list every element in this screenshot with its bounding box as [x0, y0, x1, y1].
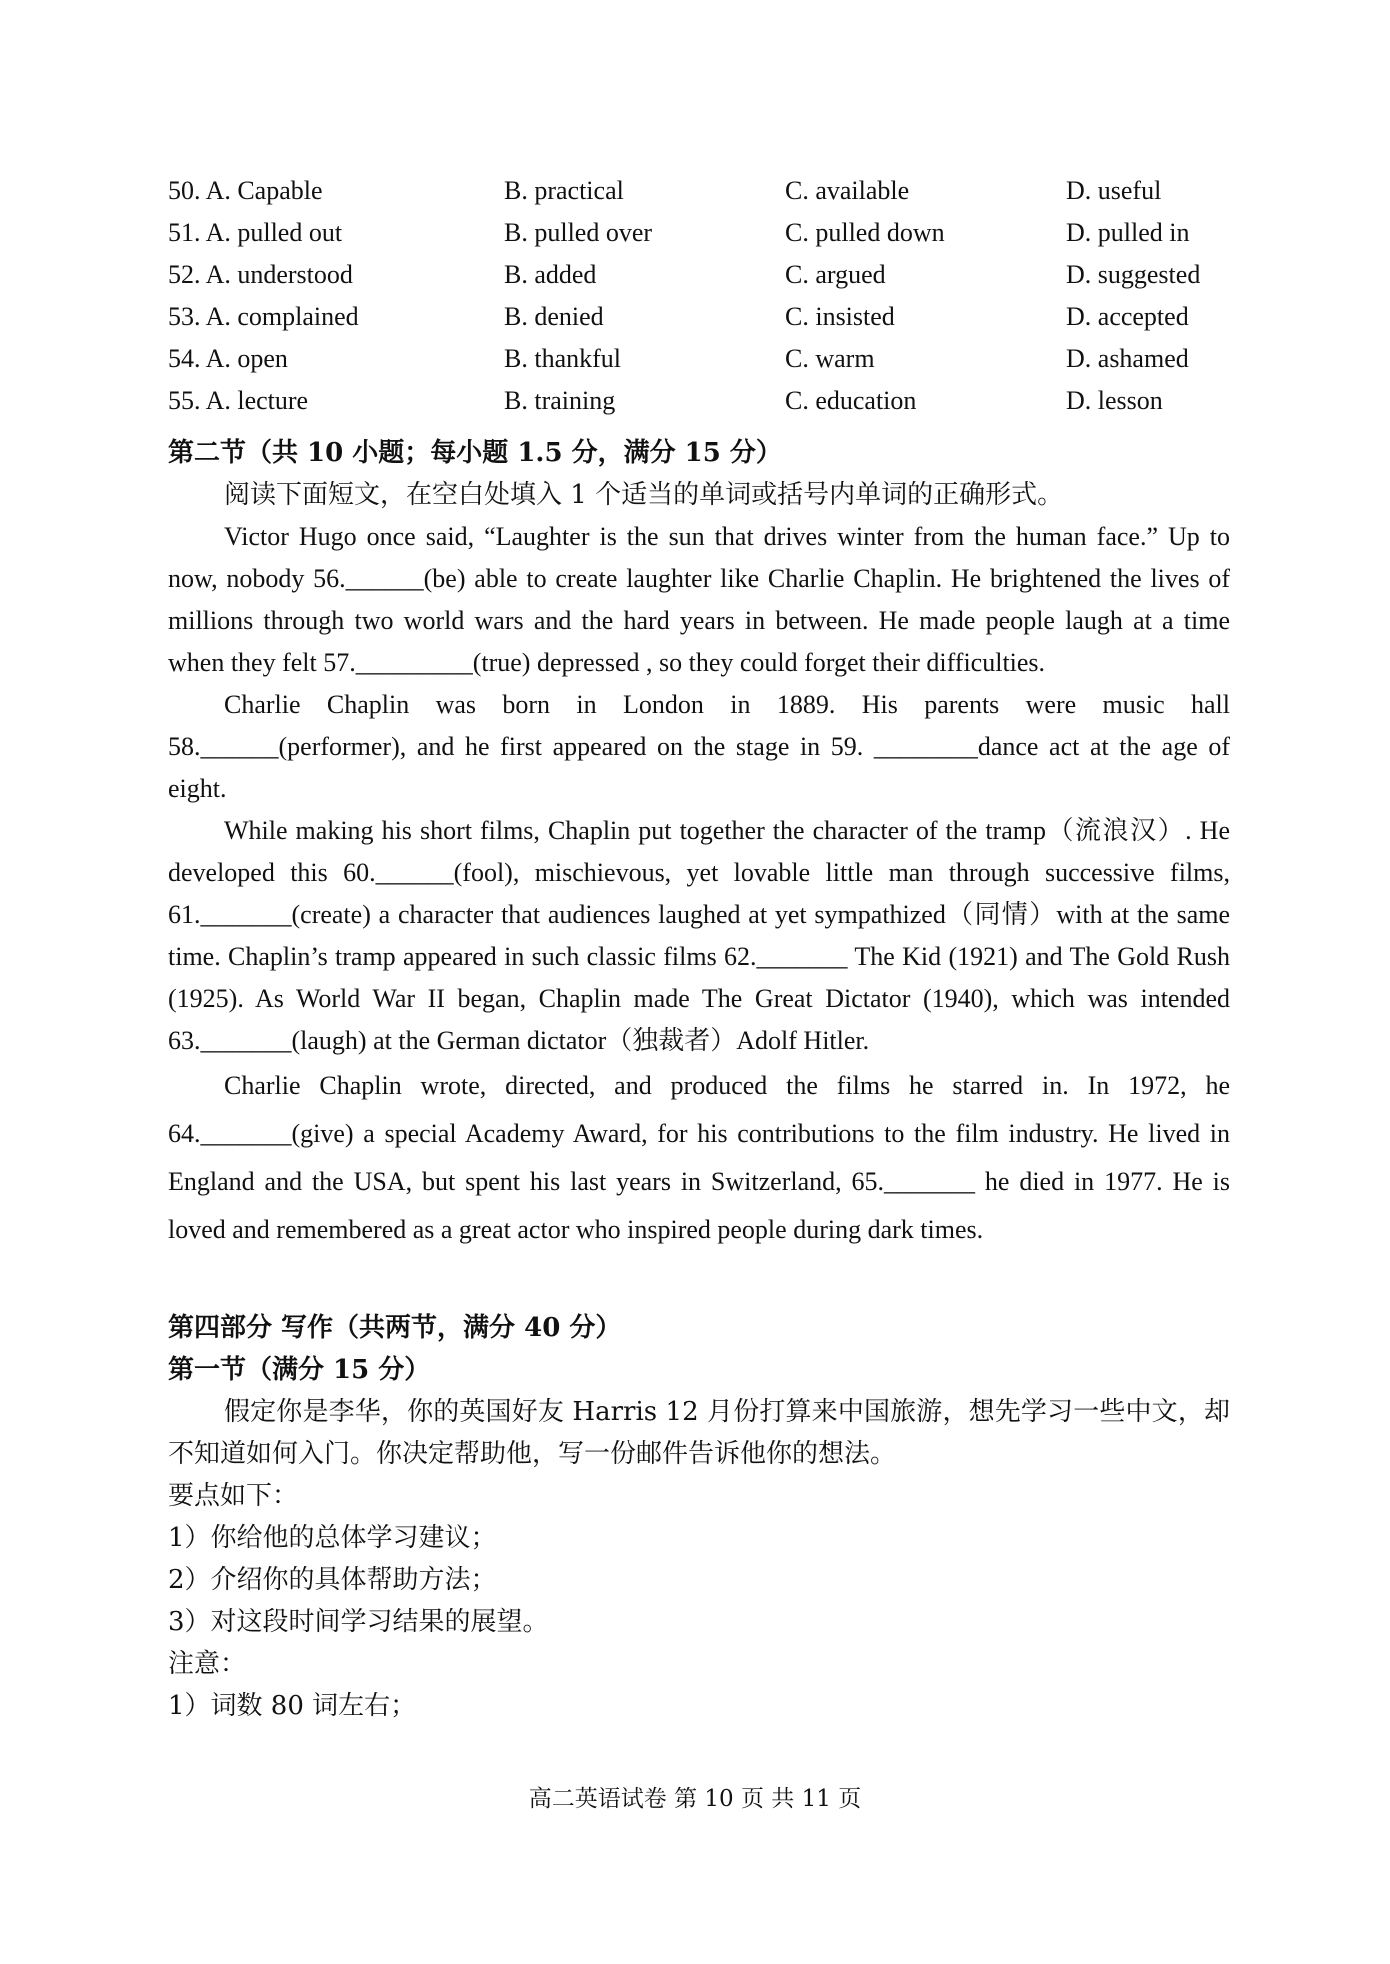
section-heading: 第二节（共 10 小题；每小题 1.5 分，满分 15 分） [168, 438, 782, 468]
writing-prompt: 假定你是李华，你的英国好友 Harris 12 月份打算来中国旅游，想先学习一些中文，却不知道如何入门。你决定帮助他，写一份邮件告诉他你的想法。 [168, 1397, 1230, 1469]
option-cell: D. lesson [1066, 386, 1163, 415]
passage-paragraph: Charlie Chaplin wrote, directed, and produced the films he starred in. In 1972, he 64._______(give) a special Academy Award, for his contributions to the film industry. He lived in England and the USA, but spent his last years in Switzerland, 65._______ he died in 1977. He is loved and remembered as a great actor who inspired people during dark times. [168, 1071, 1230, 1244]
option-cell: D. pulled in [1066, 218, 1190, 247]
option-cell: D. accepted [1066, 302, 1189, 331]
option-row [168, 296, 1228, 338]
passage-paragraph: Charlie Chaplin was born in London in 1889. His parents were music hall 58.______(performer), and he first appeared on the stage in 59. ________dance act at the age of eight. [168, 690, 1230, 803]
point-item: 1）你给他的总体学习建议； [168, 1523, 497, 1553]
option-cell: B. denied [504, 302, 604, 331]
option-row [168, 380, 1228, 422]
option-row [168, 338, 1228, 380]
option-cell: C. argued [785, 260, 886, 289]
notes-label: 注意： [168, 1649, 247, 1679]
option-cell: B. thankful [504, 344, 621, 373]
option-cell: D. suggested [1066, 260, 1201, 289]
option-cell: 51. A. pulled out [168, 218, 343, 247]
passage-paragraph: Victor Hugo once said, “Laughter is the sun that drives winter from the human face.” Up to now, nobody 56.______(be) able to create laughter like Charlie Chaplin. He brightened the lives of millions through two world wars and the hard years in between. He made people laugh at a time when they felt 57._________(true) depressed , so they could forget their difficulties. [168, 522, 1230, 677]
option-cell: C. education [785, 386, 917, 415]
option-cell: D. useful [1066, 176, 1162, 205]
note-item: 1）词数 80 词左右； [168, 1691, 417, 1721]
passage-paragraph: While making his short films, Chaplin put together the character of the tramp（流浪汉）. He developed this 60.______(fool), mischievous, yet lovable little man through successive films, 61._______(create) a character that audiences laughed at yet sympathized（同情）with at the same time. Chaplin’s tramp appeared in such classic films 62._______ The Kid (1921) and The Gold Rush (1925). As World War II began, Chaplin made The Great Dictator (1940), which was intended 63._______(laugh) at the German dictator（独裁者）Adolf Hitler. [168, 816, 1230, 1055]
option-row [168, 170, 1228, 212]
point-item: 2）介绍你的具体帮助方法； [168, 1565, 497, 1595]
point-item: 3）对这段时间学习结果的展望。 [168, 1607, 549, 1637]
option-cell: B. added [504, 260, 597, 289]
option-cell: 55. A. lecture [168, 386, 309, 415]
option-cell: 54. A. open [168, 344, 288, 373]
options-table [168, 170, 1228, 422]
option-cell: C. warm [785, 344, 875, 373]
option-cell: C. insisted [785, 302, 895, 331]
option-cell: B. training [504, 386, 616, 415]
page-footer: 高二英语试卷 第 10 页 共 11 页 [528, 1786, 862, 1812]
section2 [168, 432, 1230, 1254]
option-cell: C. pulled down [785, 218, 945, 247]
instruction-text: 阅读下面短文，在空白处填入 1 个适当的单词或括号内单词的正确形式。 [224, 480, 1064, 510]
option-cell: 52. A. understood [168, 260, 353, 289]
option-cell: C. available [785, 176, 910, 205]
points-label: 要点如下： [168, 1481, 299, 1511]
option-row [168, 254, 1228, 296]
option-cell: B. pulled over [504, 218, 653, 247]
part-heading: 第四部分 写作（共两节，满分 40 分） [168, 1313, 622, 1343]
option-row [168, 212, 1228, 254]
option-cell: D. ashamed [1066, 344, 1189, 373]
sub-heading: 第一节（满分 15 分） [168, 1355, 431, 1385]
option-cell: 53. A. complained [168, 302, 359, 331]
option-cell: B. practical [504, 176, 624, 205]
option-cell: 50. A. Capable [168, 176, 323, 205]
part4 [168, 1307, 1230, 1727]
